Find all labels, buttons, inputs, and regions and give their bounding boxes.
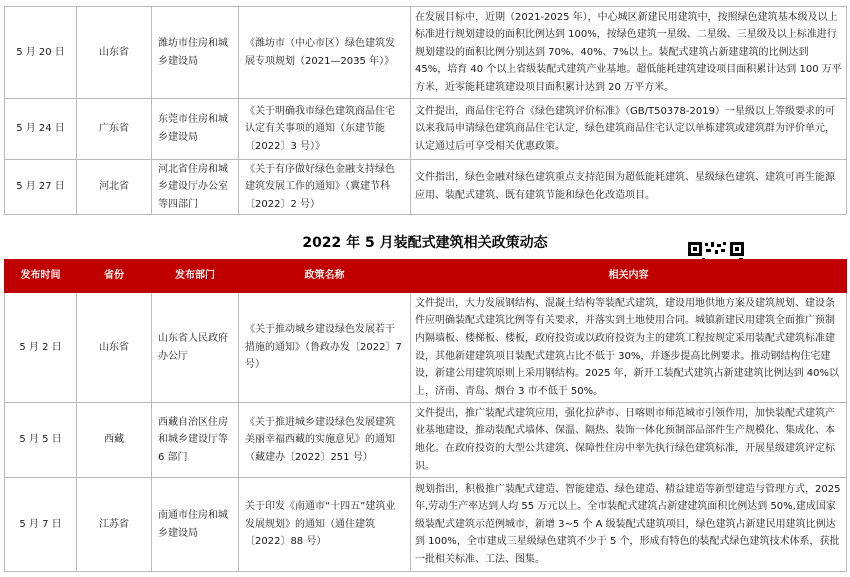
content-cell: 文件提出，商品住宅符合《绿色建筑评价标准》（GB/T50378-2019）一星级以上等级要求的可以来我局申请绿色建筑商品住宅认定，绿色建筑商品住宅认定以单栋建筑或建筑群为评价单元，认定通过后可享受相关优惠政策。: [411, 99, 847, 160]
content-cell: 在发展目标中，近期（2021-2025 年），中心城区新建民用建筑中，按照绿色建筑基本级及以上标准进行规划建设的面积比例达到 100%，按绿色建筑一星级、二星级、三星级及以上标准进行规划建设的面积比例分别达到 70%、40%、7%以上。装配式建筑占新建建筑的比例达到 45%，培育 40 个以上省级装配式建筑产业基地。超低能耗建筑建设项目面积累计达到 100 万平方米，近零能耗建筑建设项目面积累计达到 20 万平方米。: [411, 7, 847, 99]
header-dept: 发布部门: [152, 260, 239, 293]
content-cell: 文件指出，绿色金融对绿色建筑重点支持范围为超低能耗建筑、星级绿色建筑、建筑可再生能源应用、装配式建筑、既有建筑节能和绿色化改造项目。: [411, 160, 847, 215]
policy-table-continued: [4, 6, 847, 215]
date-cell: 5 月 27 日: [5, 160, 77, 215]
content-cell: 规划指出，积极推广装配式建造、智能建造、绿色建造、精益建造等新型建造与管理方式，2025 年,劳动生产率达到人均 55 万元以上。全市装配式建筑占新建建筑面积比例达到 50%,建成国家级装配式建筑示范例城市，新增 3~5 个 A 级装配式建筑项目，绿色建筑占新建民用建筑比例达到 100%，全市建成三星级绿色建筑不少于 5 个，形成有特色的装配式绿色建筑技术体系，获批一批相关标准、工法、图集。: [411, 478, 847, 572]
dept-cell: 潍坊市住房和城乡建设局: [152, 7, 239, 99]
header-date: 发布时间: [5, 260, 77, 293]
header-province: 省份: [77, 260, 152, 293]
policy-cell: 《关于明确我市绿色建筑商品住宅认定有关事项的通知（东建节能〔2022〕3 号）》: [239, 99, 411, 160]
content-cell: 文件提出，推广装配式建筑应用，强化拉萨市、日喀则市师范城市引领作用，加快装配式建筑产业基地建设，推动装配式墙体、保温、隔热、装饰一体化预制部品部件生产规模化、集成化、本地化。在政府投资的大型公共建筑、保障性住房中率先执行绿色建筑标准，开展星级建筑评定标识。: [411, 403, 847, 478]
table-header-row: [5, 260, 847, 293]
date-cell: 5 月 5 日: [5, 403, 77, 478]
dept-cell: 南通市住房和城乡建设局: [152, 478, 239, 572]
dept-cell: 河北省住房和城乡建设厅办公室等四部门: [152, 160, 239, 215]
province-cell: 山东省: [77, 293, 152, 403]
province-cell: 山东省: [77, 7, 152, 99]
date-cell: 5 月 20 日: [5, 7, 77, 99]
header-policy: 政策名称: [239, 260, 411, 293]
table-row: [5, 293, 847, 403]
province-cell: 河北省: [77, 160, 152, 215]
dept-cell: 西藏自治区住房和城乡建设厅等 6 部门: [152, 403, 239, 478]
province-cell: 广东省: [77, 99, 152, 160]
dept-cell: 山东省人民政府办公厅: [152, 293, 239, 403]
policy-cell: 关于印发《南通市“十四五”建筑业发展规划》的通知（通住建筑〔2022〕88 号）: [239, 478, 411, 572]
province-cell: 江苏省: [77, 478, 152, 572]
content-cell: 文件提出，大力发展钢结构、混凝土结构等装配式建筑，建设用地供地方案及建筑规划、建设条件应明确装配式建筑比例等有关要求，并落实到土地使用合同。城镇新建民用建筑全面推广预制内隔墙板、楼梯板、楼板，政府投资或以政府投资为主的建筑工程按规定采用装配式建筑标准建设，其他新建建筑项目装配式建筑占比不低于 30%，并逐步提高比例要求。推动钢结构住宅建设，新建公用建筑原则上采用钢结构。2025 年，新开工装配式建筑占新建建筑比例达到 40%以上，济南、青岛、烟台 3 市不低于 50%。: [411, 293, 847, 403]
date-cell: 5 月 24 日: [5, 99, 77, 160]
header-content: 相关内容: [411, 260, 847, 293]
date-cell: 5 月 7 日: [5, 478, 77, 572]
section-title: 2022 年 5 月装配式建筑相关政策动态: [302, 235, 548, 251]
policy-cell: 《潍坊市（中心市区）绿色建筑发展专项规划（2021—2035 年）》: [239, 7, 411, 99]
table-row: [5, 160, 847, 215]
dept-cell: 东莞市住房和城乡建设局: [152, 99, 239, 160]
date-cell: 5 月 2 日: [5, 293, 77, 403]
table-row: [5, 99, 847, 160]
prefab-policy-table: [4, 259, 847, 572]
table-row: [5, 403, 847, 478]
policy-cell: 《关于推进城乡建设绿色发展建筑美丽幸福西藏的实施意见》的通知（藏建办〔2022〕251 号）: [239, 403, 411, 478]
table-row: [5, 7, 847, 99]
province-cell: 西藏: [77, 403, 152, 478]
policy-cell: 《关于有序做好绿色金融支持绿色建筑发展工作的通知》（冀建节科〔2022〕2 号）: [239, 160, 411, 215]
policy-cell: 《关于推动城乡建设绿色发展若干措施的通知》（鲁政办发〔2022〕7 号）: [239, 293, 411, 403]
table-row: [5, 478, 847, 572]
